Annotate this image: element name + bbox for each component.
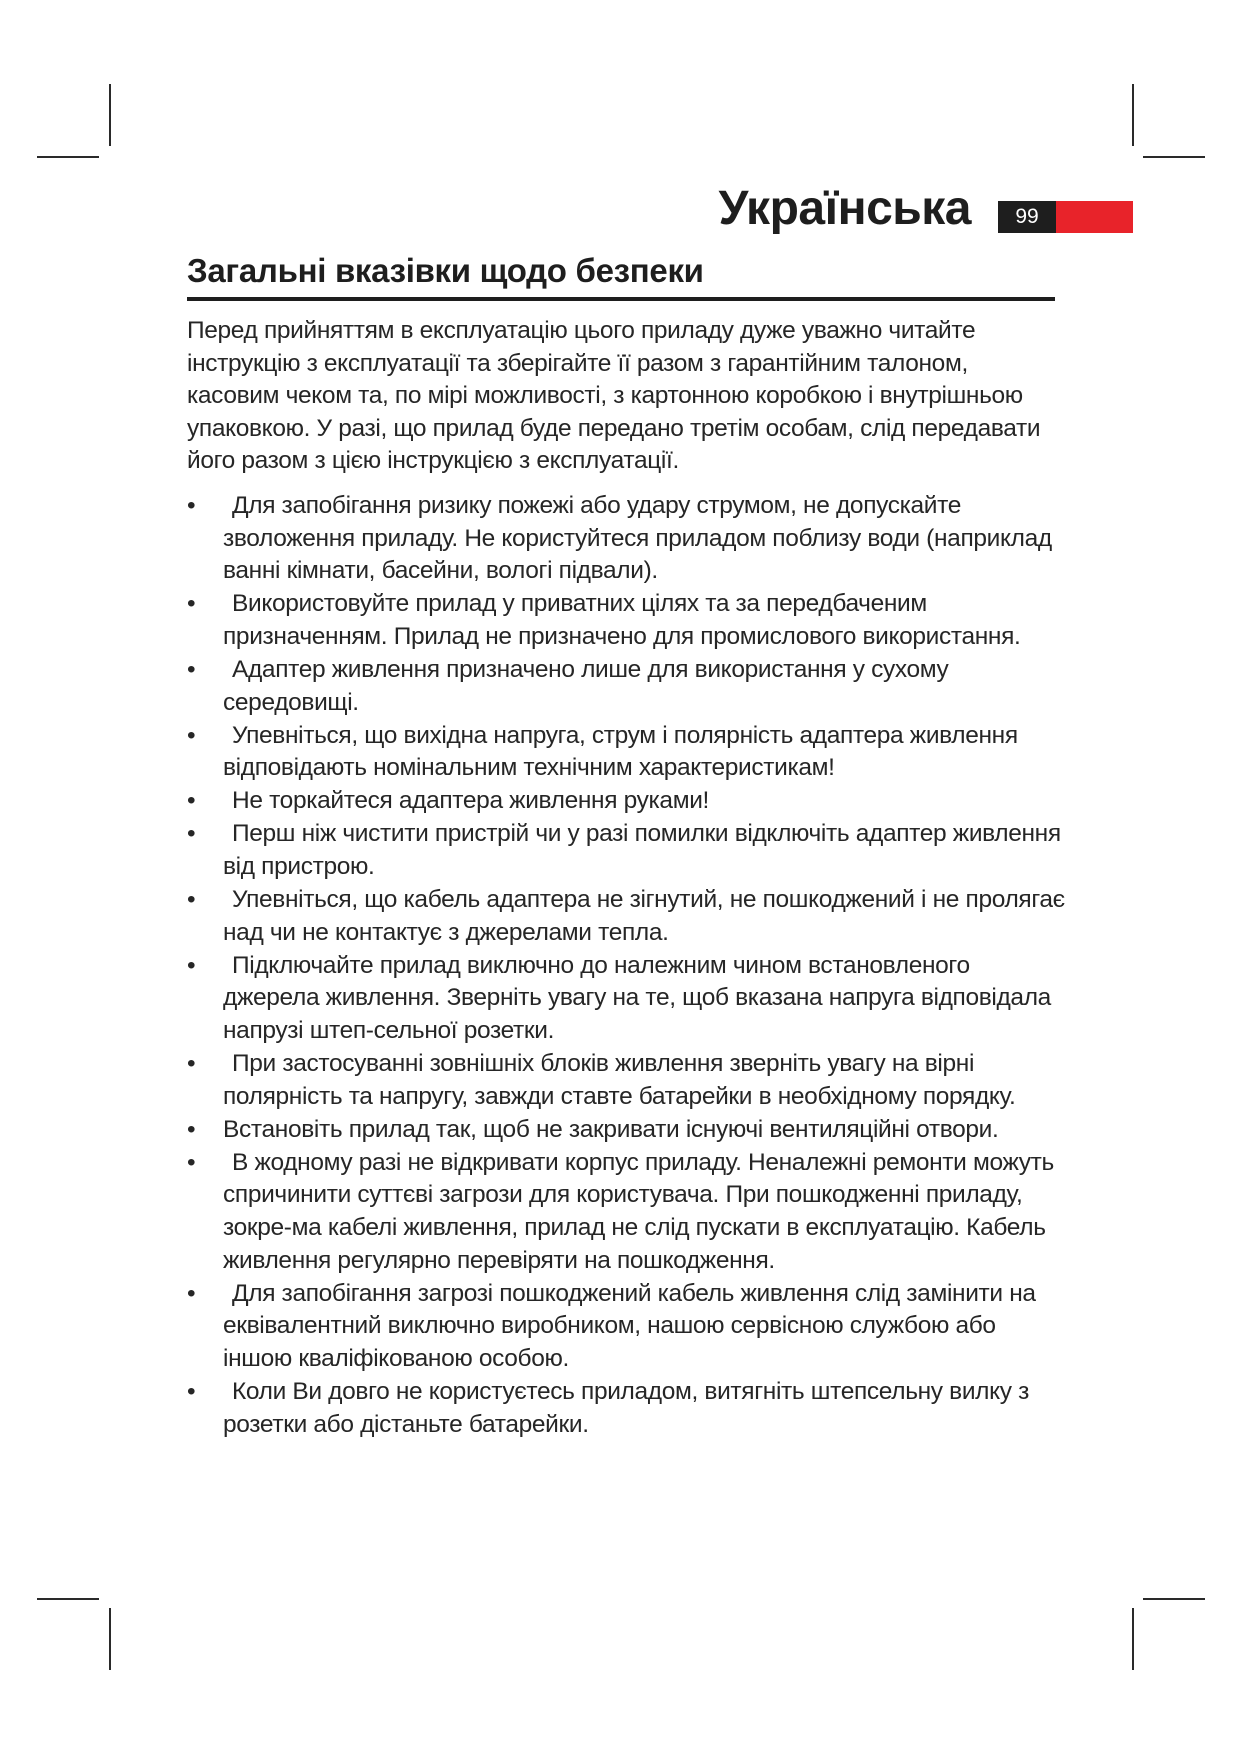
crop-mark-bottom-left-horizontal <box>37 1598 99 1600</box>
crop-mark-top-right-vertical <box>1132 84 1134 146</box>
list-item-text: Не торкайтеся адаптера живлення руками! <box>232 787 709 815</box>
list-item <box>187 785 1067 818</box>
crop-mark-top-right-horizontal <box>1143 156 1205 158</box>
list-item <box>187 1114 1067 1147</box>
list-item <box>187 1376 1067 1441</box>
language-title: Українська <box>718 182 971 235</box>
bullet-icon: • <box>187 1148 196 1176</box>
crop-mark-top-left-vertical <box>109 84 111 146</box>
intro-paragraph: Перед прийняттям в експлуатацію цього приладу дуже уважно читайте інструкцію з експлуатації та зберігайте її разом з гарантійним талоном, касовим чеком та, по мірі можливості, з картонною коробкою і внутрішньою упаковкою. У разі, що прилад буде передано третім особам, слід передавати його разом з цією інструкцією з експлуатації. <box>187 317 1041 475</box>
list-item-text: Адаптер живлення призначено лише для використання у сухому середовищі. <box>223 655 949 716</box>
list-item <box>187 1147 1067 1277</box>
page-number: 99 <box>998 201 1056 233</box>
list-item <box>187 1278 1067 1376</box>
list-item <box>187 588 1067 653</box>
crop-mark-top-left-horizontal <box>37 156 99 158</box>
bullet-icon: • <box>187 1115 196 1143</box>
crop-mark-bottom-right-vertical <box>1132 1608 1134 1670</box>
page-tab-accent <box>1056 201 1133 233</box>
bullet-icon: • <box>187 787 196 815</box>
list-item-text: Встановіть прилад так, щоб не закривати існуючі вентиляційні отвори. <box>223 1115 999 1143</box>
list-item <box>187 950 1067 1048</box>
bullet-icon: • <box>187 1279 196 1307</box>
list-item-text: Перш ніж чистити пристрій чи у разі помилки відключіть адаптер живлення від пристрою. <box>223 820 1061 881</box>
list-item <box>187 1048 1067 1113</box>
bullet-icon: • <box>187 886 196 914</box>
bullet-icon: • <box>187 820 196 848</box>
list-item-text: При застосуванні зовнішніх блоків живлення зверніть увагу на вірні полярність та напругу, завжди ставте батарейки в необхідному порядку. <box>223 1050 1016 1110</box>
list-item-text: В жодному разі не відкривати корпус приладу. Неналежні ремонти можуть спричинити суттєві загрози для користувача. При пошкодженні приладу, зокре-ма кабелі живлення, прилад не слід пускати в експлуатацію. Кабель живлення регулярно перевіряти на пошкодження. <box>223 1148 1054 1274</box>
list-item-text: Упевніться, що вихідна напруга, струм і полярність адаптера живлення відповідають номінальним технічним характеристикам! <box>223 721 1018 782</box>
list-item <box>187 490 1067 588</box>
list-item <box>187 818 1067 883</box>
bullet-icon: • <box>187 590 196 618</box>
page-tab <box>998 201 1133 233</box>
list-item <box>187 654 1067 719</box>
crop-mark-bottom-left-vertical <box>109 1608 111 1670</box>
section-heading: Загальні вказівки щодо безпеки <box>187 253 1055 301</box>
list-item <box>187 720 1067 785</box>
list-item <box>187 884 1067 949</box>
bullet-icon: • <box>187 951 196 979</box>
list-item-text: Підключайте прилад виключно до належним чином встановленого джерела живлення. Зверніть увагу на те, щоб вказана напруга відповідала напрузі штеп-сельної розетки. <box>223 951 1051 1044</box>
list-item-text: Використовуйте прилад у приватних цілях та за передбаченим призначенням. Прилад не призначено для промислового використання. <box>223 590 1021 650</box>
bullet-icon: • <box>187 1050 196 1078</box>
safety-list <box>187 490 1067 1442</box>
list-item-text: Коли Ви довго не користуєтесь приладом, витягніть штепсельну вилку з розетки або дістаньте батарейки. <box>223 1378 1029 1438</box>
list-item-text: Для запобігання ризику пожежі або удару струмом, не допускайте зволоження приладу. Не користуйтеся приладом поблизу води (наприклад ванні кімнати, басейни, вологі підвали). <box>223 492 1052 585</box>
list-item-text: Упевніться, що кабель адаптера не зігнутий, не пошкоджений і не пролягає над чи не контактує з джерелами тепла. <box>223 886 1065 946</box>
crop-mark-bottom-right-horizontal <box>1143 1598 1205 1600</box>
bullet-icon: • <box>187 492 196 519</box>
list-item-text: Для запобігання загрозі пошкоджений кабель живлення слід замінити на еквівалентний виключно виробником, нашою сервісною службою або іншою кваліфікованою особою. <box>223 1279 1036 1372</box>
bullet-icon: • <box>187 721 196 749</box>
bullet-icon: • <box>187 1378 196 1406</box>
bullet-icon: • <box>187 655 196 683</box>
